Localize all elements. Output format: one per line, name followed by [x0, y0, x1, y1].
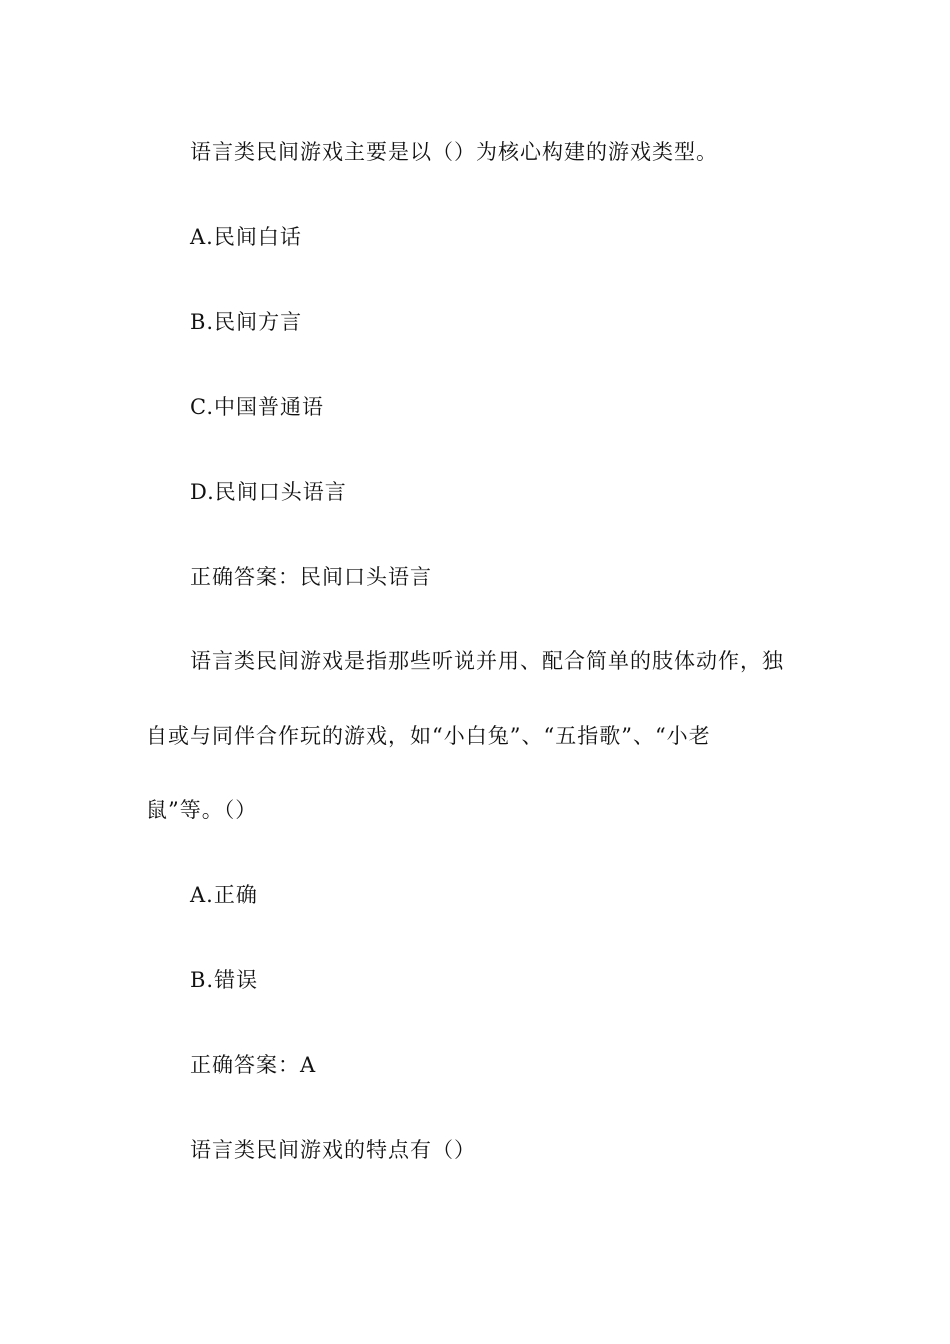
question-1-stem: 语言类民间游戏主要是以（）为核心构建的游戏类型。	[190, 140, 718, 164]
question-1-option-c: C.中国普通语	[190, 395, 324, 419]
question-1-option-d: D.民间口头语言	[190, 480, 347, 504]
question-2-answer: 正确答案：A	[190, 1053, 317, 1077]
question-3-stem: 语言类民间游戏的特点有（）	[190, 1138, 476, 1162]
question-1-option-a: A.民间白话	[190, 225, 302, 249]
question-2-option-a: A.正确	[190, 883, 258, 907]
question-1-answer: 正确答案：民间口头语言	[190, 565, 432, 589]
question-2-stem-line-2: 自或与同伴合作玩的游戏，如“小白兔”、“五指歌”、“小老	[146, 724, 711, 748]
question-2-option-b: B.错误	[190, 968, 259, 992]
question-2-stem-line-1: 语言类民间游戏是指那些听说并用、配合简单的肢体动作，独	[190, 649, 784, 673]
question-1-option-b: B.民间方言	[190, 310, 303, 334]
question-2-stem-line-3: 鼠”等。（）	[146, 798, 258, 822]
